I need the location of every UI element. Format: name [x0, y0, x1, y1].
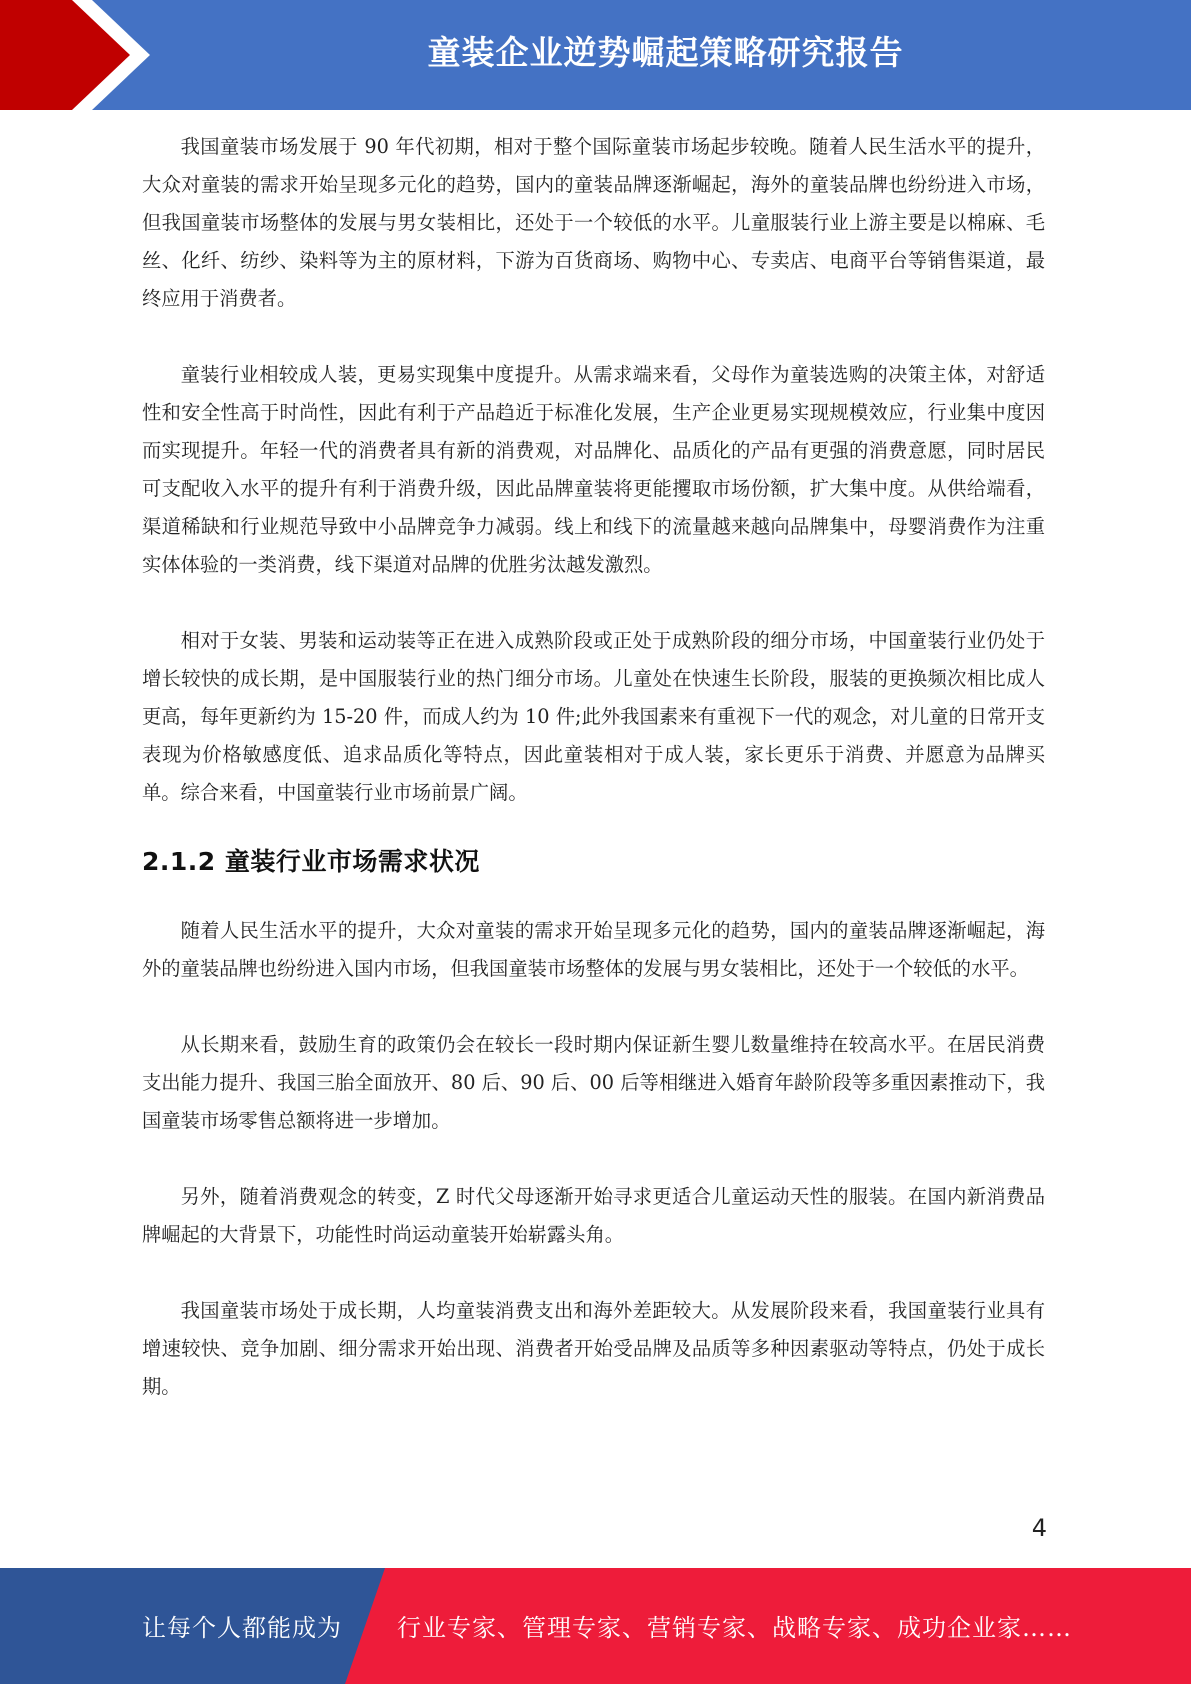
paragraph-7: 我国童装市场处于成长期，人均童装消费支出和海外差距较大。从发展阶段来看，我国童装行业具有增速较快、竞争加剧、细分需求开始出现、消费者开始受品牌及品质等多种因素驱动等特点，仍处于成长期。 [142, 1299, 1045, 1398]
paragraph-3: 相对于女装、男装和运动装等正在进入成熟阶段或正处于成熟阶段的细分市场，中国童装行业仍处于增长较快的成长期，是中国服装行业的热门细分市场。儿童处在快速生长阶段，服装的更换频次相比成人更高，每年更新约为 15-20 件，而成人约为 10 件;此外我国素来有重视下一代的观念，对儿童的日常开支表现为价格敏感度低、追求品质化等特点，因此童装相对于成人装，家长更乐于消费、并愿意为品牌买单。综合来看，中国童装行业市场前景广阔。 [142, 629, 1045, 804]
footer-slogan-left: 让每个人都能成为 [142, 1614, 342, 1642]
page-number: 4 [1031, 1514, 1047, 1542]
section-heading: 2.1.2 童装行业市场需求状况 [142, 847, 480, 876]
paragraph-4: 随着人民生活水平的提升，大众对童装的需求开始呈现多元化的趋势，国内的童装品牌逐渐崛起，海外的童装品牌也纷纷进入国内市场，但我国童装市场整体的发展与男女装相比，还处于一个较低的水平。 [142, 919, 1045, 980]
footer-slogan-right: 行业专家、管理专家、营销专家、战略专家、成功企业家…… [397, 1614, 1072, 1642]
paragraph-2: 童装行业相较成人装，更易实现集中度提升。从需求端来看，父母作为童装选购的决策主体，对舒适性和安全性高于时尚性，因此有利于产品趋近于标准化发展，生产企业更易实现规模效应，行业集中度因而实现提升。年轻一代的消费者具有新的消费观，对品牌化、品质化的产品有更强的消费意愿，同时居民可支配收入水平的提升有利于消费升级，因此品牌童装将更能攫取市场份额，扩大集中度。从供给端看，渠道稀缺和行业规范导致中小品牌竞争力减弱。线上和线下的流量越来越向品牌集中，母婴消费作为注重实体体验的一类消费，线下渠道对品牌的优胜劣汰越发激烈。 [142, 363, 1045, 576]
report-title: 童装企业逆势崛起策略研究报告 [427, 33, 904, 72]
header-arrow-decoration [0, 0, 160, 110]
page-footer [0, 1568, 1191, 1684]
paragraph-5: 从长期来看，鼓励生育的政策仍会在较长一段时期内保证新生婴儿数量维持在较高水平。在居民消费支出能力提升、我国三胎全面放开、80 后、90 后、00 后等相继进入婚育年龄阶段等多重因素推动下，我国童装市场零售总额将进一步增加。 [142, 1033, 1045, 1132]
paragraph-1: 我国童装市场发展于 90 年代初期，相对于整个国际童装市场起步较晚。随着人民生活水平的提升，大众对童装的需求开始呈现多元化的趋势，国内的童装品牌逐渐崛起，海外的童装品牌也纷纷进入市场，但我国童装市场整体的发展与男女装相比，还处于一个较低的水平。儿童服装行业上游主要是以棉麻、毛丝、化纤、纺纱、染料等为主的原材料，下游为百货商场、购物中心、专卖店、电商平台等销售渠道，最终应用于消费者。 [142, 135, 1045, 310]
document-body [142, 128, 1045, 1406]
page-header [0, 0, 1191, 110]
paragraph-6: 另外，随着消费观念的转变，Z 时代父母逐渐开始寻求更适合儿童运动天性的服装。在国内新消费品牌崛起的大背景下，功能性时尚运动童装开始崭露头角。 [142, 1185, 1045, 1246]
